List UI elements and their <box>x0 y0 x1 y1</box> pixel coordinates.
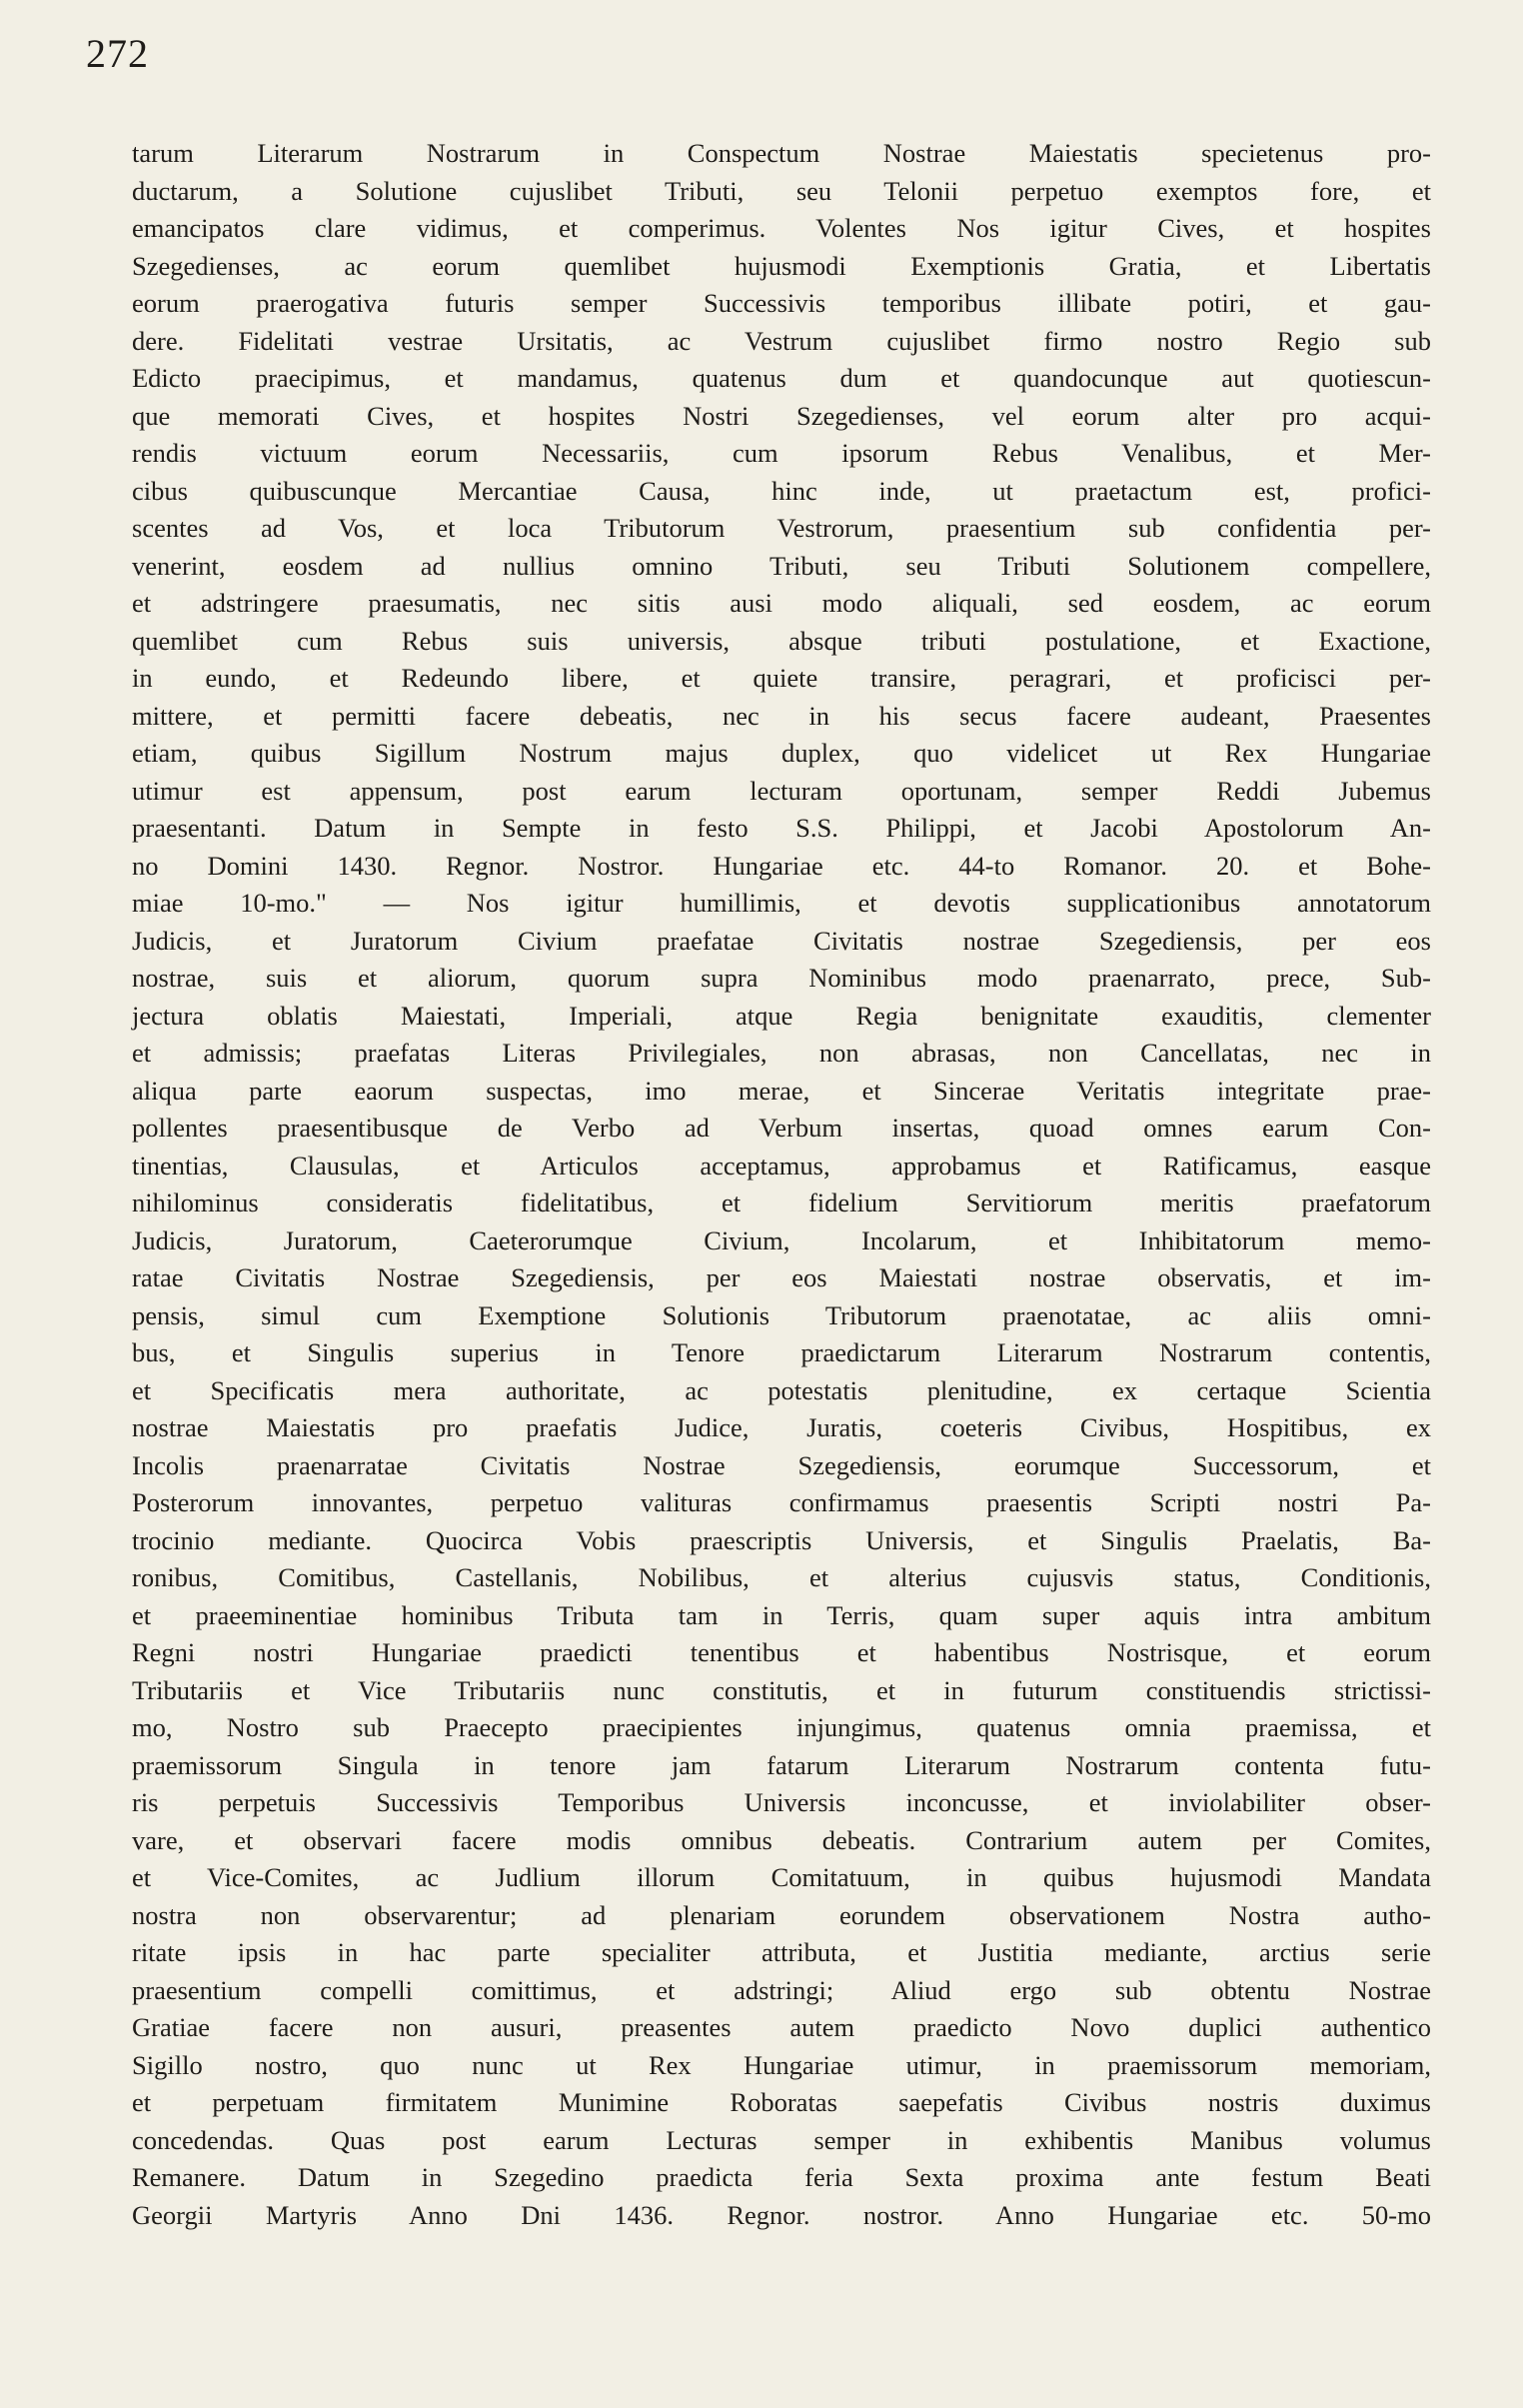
text-line: mittere, et permitti facere debeatis, nec in his secus facere audeant, Praesentes <box>132 700 1431 731</box>
text-line: ris perpetuis Successivis Temporibus Universis inconcusse, et inviolabiliter obser- <box>132 1787 1431 1817</box>
text-line: Posterorum innovantes, perpetuo valituras confirmamus praesentis Scripti nostri Pa- <box>132 1487 1431 1517</box>
text-line: nostrae Maiestatis pro praefatis Judice, Juratis, coeteris Civibus, Hospitibus, ex <box>132 1412 1431 1442</box>
text-line: Regni nostri Hungariae praedicti tenentibus et habentibus Nostrisque, et eorum <box>132 1637 1431 1667</box>
text-line: ratae Civitatis Nostrae Szegediensis, per eos Maiestati nostrae observatis, et im- <box>132 1262 1431 1292</box>
text-line: vare, et observari facere modis omnibus debeatis. Contrarium autem per Comites, <box>132 1824 1431 1855</box>
text-line: jectura oblatis Maiestati, Imperiali, atque Regia benignitate exauditis, clementer <box>132 1000 1431 1031</box>
text-line: miae 10-mo." — Nos igitur humillimis, et devotis supplicationibus annotatorum <box>132 888 1431 918</box>
text-line: praesentium compelli comittimus, et adstringi; Aliud ergo sub obtentu Nostrae <box>132 1974 1431 2005</box>
text-line: et Vice-Comites, ac Judlium illorum Comitatuum, in quibus hujusmodi Mandata <box>132 1862 1431 1892</box>
text-line: Remanere. Datum in Szegedino praedicta feria Sexta proxima ante festum Beati <box>132 2162 1431 2192</box>
text-line: etiam, quibus Sigillum Nostrum majus duplex, quo videlicet ut Rex Hungariae <box>132 738 1431 768</box>
text-line: et admissis; praefatas Literas Privilegiales, non abrasas, non Cancellatas, nec in <box>132 1038 1431 1068</box>
text-line: tinentias, Clausulas, et Articulos acceptamus, approbamus et Ratificamus, easque <box>132 1150 1431 1181</box>
text-line: aliqua parte eaorum suspectas, imo merae, et Sincerae Veritatis integritate prae- <box>132 1075 1431 1106</box>
text-line: Judicis, et Juratorum Civium praefatae Civitatis nostrae Szegediensis, per eos <box>132 925 1431 956</box>
text-line: trocinio mediante. Quocirca Vobis praescriptis Universis, et Singulis Praelatis, Ba- <box>132 1524 1431 1555</box>
text-line: Judicis, Juratorum, Caeterorumque Civium, Incolarum, et Inhibitatorum memo- <box>132 1224 1431 1255</box>
text-line: et praeeminentiae hominibus Tributa tam in Terris, quam super aquis intra ambitum <box>132 1599 1431 1630</box>
text-line: quemlibet cum Rebus suis universis, absque tributi postulatione, et Exactione, <box>132 625 1431 656</box>
text-line: Edicto praecipimus, et mandamus, quatenus dum et quandocunque aut quotiescun- <box>132 363 1431 393</box>
text-line <box>132 2234 1431 2272</box>
document-body <box>132 135 1431 2272</box>
text-line: et Specificatis mera authoritate, ac potestatis plenitudine, ex certaque Scientia <box>132 1374 1431 1405</box>
text-line: nostra non observarentur; ad plenariam eorundem observationem Nostra autho- <box>132 1899 1431 1930</box>
text-line: ronibus, Comitibus, Castellanis, Nobilibus, et alterius cujusvis status, Conditionis, <box>132 1562 1431 1592</box>
text-line: Georgii Martyris Anno Dni 1436. Regnor. nostror. Anno Hungariae etc. 50-mo <box>132 2199 1431 2230</box>
text-line: eorum praerogativa futuris semper Successivis temporibus illibate potiri, et gau- <box>132 288 1431 318</box>
text-line: mo, Nostro sub Praecepto praecipientes injungimus, quatenus omnia praemissa, et <box>132 1712 1431 1742</box>
page-number: 272 <box>86 31 149 76</box>
text-line: emancipatos clare vidimus, et comperimus. Volentes Nos igitur Cives, et hospites <box>132 213 1431 243</box>
text-line: pollentes praesentibusque de Verbo ad Verbum insertas, quoad omnes earum Con- <box>132 1113 1431 1143</box>
text-line: nihilominus consideratis fidelitatibus, et fidelium Servitiorum meritis praefatorum <box>132 1188 1431 1217</box>
text-line: Szegedienses, ac eorum quemlibet hujusmodi Exemptionis Gratia, et Libertatis <box>132 250 1431 281</box>
text-line: Tributariis et Vice Tributariis nunc constitutis, et in futurum constituendis strictissi- <box>132 1674 1431 1705</box>
text-line: et perpetuam firmitatem Munimine Roboratas saepefatis Civibus nostris duximus <box>132 2087 1431 2117</box>
text-line: bus, et Singulis superius in Tenore praedictarum Literarum Nostrarum contentis, <box>132 1337 1431 1367</box>
text-line: in eundo, et Redeundo libere, et quiete transire, peragrari, et proficisci per- <box>132 663 1431 693</box>
text-line: nostrae, suis et aliorum, quorum supra Nominibus modo praenarrato, prece, Sub- <box>132 963 1431 993</box>
text-line: Gratiae facere non ausuri, preasentes autem praedicto Novo duplici authentico <box>132 2012 1431 2042</box>
text-line: cibus quibuscunque Mercantiae Causa, hinc inde, ut praetactum est, profici- <box>132 475 1431 506</box>
text-line: scentes ad Vos, et loca Tributorum Vestrorum, praesentium sub confidentia per- <box>132 513 1431 543</box>
text-line: venerint, eosdem ad nullius omnino Tributi, seu Tributi Solutionem compellere, <box>132 550 1431 581</box>
text-line: concedendas. Quas post earum Lecturas semper in exhibentis Manibus volumus <box>132 2124 1431 2155</box>
text-line: praemissorum Singula in tenore jam fatarum Literarum Nostrarum contenta futu- <box>132 1749 1431 1780</box>
text-line: tarum Literarum Nostrarum in Conspectum Nostrae Maiestatis specietenus pro- <box>132 138 1431 168</box>
text-line: pensis, simul cum Exemptione Solutionis Tributorum praenotatae, ac aliis omni- <box>132 1299 1431 1330</box>
text-line: utimur est appensum, post earum lecturam oportunam, semper Reddi Jubemus <box>132 775 1431 806</box>
text-line: ductarum, a Solutione cujuslibet Tributi, seu Telonii perpetuo exemptos fore, et <box>132 175 1431 206</box>
text-line: et adstringere praesumatis, nec sitis ausi modo aliquali, sed eosdem, ac eorum <box>132 588 1431 618</box>
text-line: rendis victuum eorum Necessariis, cum ipsorum Rebus Venalibus, et Mer- <box>132 438 1431 468</box>
text-line: que memorati Cives, et hospites Nostri Szegedienses, vel eorum alter pro acqui- <box>132 400 1431 431</box>
text-line: praesentanti. Datum in Sempte in festo S.S. Philippi, et Jacobi Apostolorum An- <box>132 813 1431 843</box>
text-line: Sigillo nostro, quo nunc ut Rex Hungariae utimur, in praemissorum memoriam, <box>132 2049 1431 2080</box>
text-line: ritate ipsis in hac parte specialiter attributa, et Justitia mediante, arctius serie <box>132 1937 1431 1967</box>
text-line: no Domini 1430. Regnor. Nostror. Hungariae etc. 44-to Romanor. 20. et Bohe- <box>132 850 1431 881</box>
text-line: Incolis praenarratae Civitatis Nostrae Szegediensis, eorumque Successorum, et <box>132 1449 1431 1480</box>
text-line: dere. Fidelitati vestrae Ursitatis, ac Vestrum cujuslibet firmo nostro Regio sub <box>132 325 1431 356</box>
